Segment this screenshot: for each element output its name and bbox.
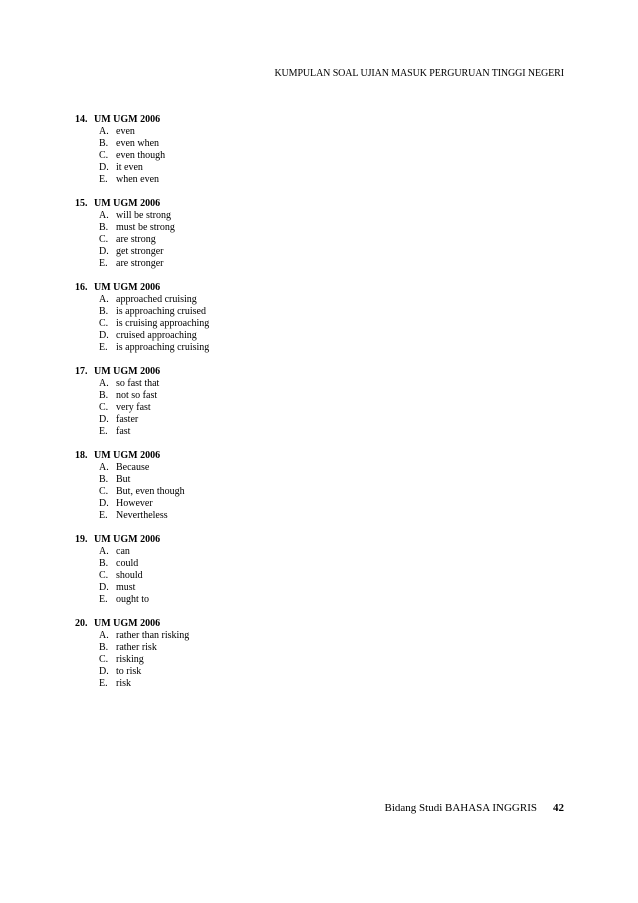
option-text: cruised approaching: [116, 330, 197, 341]
option-c: [75, 654, 555, 666]
option-letter: A.: [99, 378, 109, 389]
option-b: [75, 222, 555, 234]
option-d: [75, 498, 555, 510]
option-text: rather than risking: [116, 630, 190, 641]
option-letter: A.: [99, 546, 109, 557]
question-heading: [75, 618, 555, 630]
option-text: But, even though: [116, 486, 185, 497]
option-text: approached cruising: [116, 294, 197, 305]
option-letter: D.: [99, 246, 109, 257]
option-text: However: [116, 498, 153, 509]
option-e: [75, 678, 555, 690]
option-letter: E.: [99, 510, 108, 521]
option-letter: B.: [99, 558, 109, 569]
option-text: when even: [116, 174, 160, 185]
option-text: Because: [116, 462, 150, 473]
option-text: even: [116, 126, 135, 137]
option-letter: B.: [99, 222, 109, 233]
question-source: UM UGM 2006: [94, 534, 161, 545]
question-source: UM UGM 2006: [94, 618, 161, 629]
question-15: [75, 198, 555, 270]
footer-subject: Bidang Studi BAHASA INGGRIS: [384, 802, 537, 814]
option-letter: E.: [99, 594, 108, 605]
option-d: [75, 666, 555, 678]
option-text: But: [116, 474, 131, 485]
page-number: 42: [553, 802, 564, 814]
option-letter: B.: [99, 390, 109, 401]
option-b: [75, 306, 555, 318]
option-c: [75, 486, 555, 498]
option-text: should: [116, 570, 143, 581]
question-number: 17.: [75, 366, 88, 377]
option-text: faster: [116, 414, 139, 425]
option-letter: D.: [99, 414, 109, 425]
option-c: [75, 402, 555, 414]
question-heading: [75, 534, 555, 546]
option-letter: D.: [99, 330, 109, 341]
question-heading: [75, 198, 555, 210]
option-text: will be strong: [116, 210, 171, 221]
option-text: so fast that: [116, 378, 160, 389]
option-letter: B.: [99, 474, 109, 485]
question-list: [75, 114, 555, 702]
option-letter: D.: [99, 162, 109, 173]
option-text: risk: [116, 678, 131, 689]
question-heading: [75, 450, 555, 462]
option-letter: C.: [99, 150, 109, 161]
option-a: [75, 546, 555, 558]
option-letter: C.: [99, 486, 109, 497]
option-text: must be strong: [116, 222, 175, 233]
option-e: [75, 342, 555, 354]
option-d: [75, 414, 555, 426]
option-letter: A.: [99, 462, 109, 473]
option-c: [75, 570, 555, 582]
option-d: [75, 162, 555, 174]
question-number: 19.: [75, 534, 88, 545]
option-text: ought to: [116, 594, 150, 605]
option-d: [75, 246, 555, 258]
option-letter: E.: [99, 426, 108, 437]
question-number: 15.: [75, 198, 88, 209]
option-letter: E.: [99, 174, 108, 185]
question-source: UM UGM 2006: [94, 198, 161, 209]
option-text: is approaching cruised: [116, 306, 206, 317]
question-heading: [75, 366, 555, 378]
option-text: it even: [116, 162, 143, 173]
option-letter: C.: [99, 402, 109, 413]
option-b: [75, 390, 555, 402]
option-text: to risk: [116, 666, 142, 677]
option-text: Nevertheless: [116, 510, 168, 521]
option-text: is approaching cruising: [116, 342, 210, 353]
option-letter: B.: [99, 138, 109, 149]
option-text: fast: [116, 426, 131, 437]
option-letter: C.: [99, 570, 109, 581]
option-c: [75, 234, 555, 246]
option-letter: E.: [99, 342, 108, 353]
option-a: [75, 126, 555, 138]
question-14: [75, 114, 555, 186]
question-source: UM UGM 2006: [94, 450, 161, 461]
option-a: [75, 210, 555, 222]
option-b: [75, 558, 555, 570]
option-letter: A.: [99, 210, 109, 221]
option-letter: A.: [99, 294, 109, 305]
question-number: 18.: [75, 450, 88, 461]
option-text: get stronger: [116, 246, 164, 257]
option-text: must: [116, 582, 136, 593]
option-text: risking: [116, 654, 144, 665]
option-letter: C.: [99, 654, 109, 665]
option-text: is cruising approaching: [116, 318, 210, 329]
option-letter: D.: [99, 498, 109, 509]
option-b: [75, 474, 555, 486]
option-text: very fast: [116, 402, 151, 413]
option-a: [75, 294, 555, 306]
option-letter: E.: [99, 258, 108, 269]
option-e: [75, 258, 555, 270]
option-e: [75, 510, 555, 522]
option-b: [75, 138, 555, 150]
option-a: [75, 630, 555, 642]
question-heading: [75, 114, 555, 126]
page-footer: [385, 802, 565, 814]
question-number: 14.: [75, 114, 88, 125]
option-d: [75, 330, 555, 342]
option-text: even though: [116, 150, 166, 161]
question-source: UM UGM 2006: [94, 366, 161, 377]
option-letter: B.: [99, 306, 109, 317]
option-letter: D.: [99, 582, 109, 593]
page-header: [274, 68, 564, 79]
option-text: could: [116, 558, 139, 569]
option-text: not so fast: [116, 390, 158, 401]
option-e: [75, 594, 555, 606]
option-letter: C.: [99, 318, 109, 329]
question-18: [75, 450, 555, 522]
option-text: are stronger: [116, 258, 164, 269]
option-d: [75, 582, 555, 594]
option-a: [75, 378, 555, 390]
option-letter: E.: [99, 678, 108, 689]
option-a: [75, 462, 555, 474]
header-title: KUMPULAN SOAL UJIAN MASUK PERGURUAN TINGGI NEGERI: [274, 68, 564, 79]
question-16: [75, 282, 555, 354]
option-c: [75, 150, 555, 162]
option-text: rather risk: [116, 642, 157, 653]
option-text: are strong: [116, 234, 156, 245]
option-letter: B.: [99, 642, 109, 653]
question-source: UM UGM 2006: [94, 114, 161, 125]
option-c: [75, 318, 555, 330]
option-letter: A.: [99, 630, 109, 641]
option-letter: D.: [99, 666, 109, 677]
question-19: [75, 534, 555, 606]
option-b: [75, 642, 555, 654]
option-letter: A.: [99, 126, 109, 137]
question-17: [75, 366, 555, 438]
option-e: [75, 426, 555, 438]
option-text: even when: [116, 138, 160, 149]
question-number: 16.: [75, 282, 88, 293]
question-number: 20.: [75, 618, 88, 629]
option-text: can: [116, 546, 130, 557]
question-source: UM UGM 2006: [94, 282, 161, 293]
option-e: [75, 174, 555, 186]
option-letter: C.: [99, 234, 109, 245]
question-20: [75, 618, 555, 690]
question-heading: [75, 282, 555, 294]
